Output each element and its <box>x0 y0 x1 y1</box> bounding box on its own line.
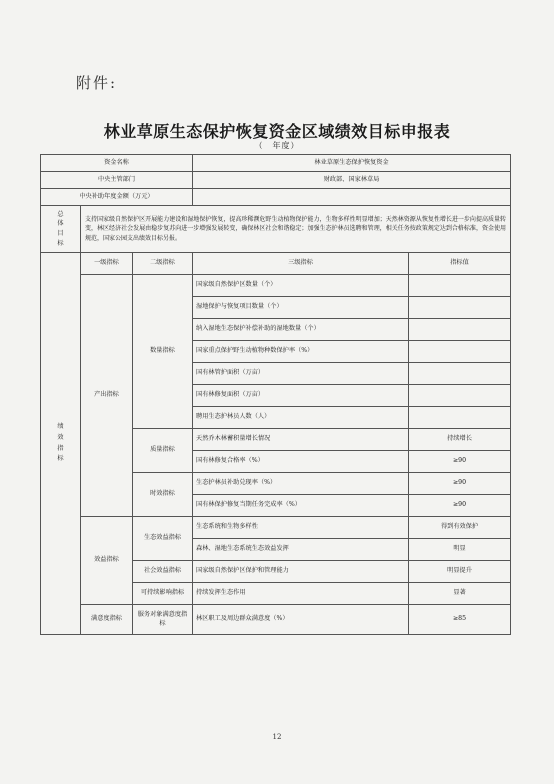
eco-label: 生态效益指标 <box>133 517 193 561</box>
table-row <box>41 605 511 635</box>
table-row <box>41 517 511 539</box>
indicator-value <box>409 297 511 319</box>
indicator-value: ≥85 <box>409 605 511 635</box>
indicator-value: 显著 <box>409 583 511 605</box>
col4-header: 指标值 <box>409 253 511 275</box>
indicator-value <box>409 363 511 385</box>
year-label: （ 年度） <box>254 141 300 150</box>
indicator-name: 纳入湿地生态保护补偿补助的湿地数量（个） <box>193 319 409 341</box>
sustain-label: 可持续影响指标 <box>133 583 193 605</box>
indicator-name: 国家级自然保护区数量（个） <box>193 275 409 297</box>
amount-value <box>193 189 511 206</box>
amount-label: 中央补助年度金额（万元） <box>41 189 193 206</box>
fund-name-value: 林业草原生态保护恢复资金 <box>193 155 511 172</box>
performance-target-table <box>40 154 511 635</box>
indicator-name: 生态护林员补助兑现率（%） <box>193 473 409 495</box>
amount-row <box>41 189 511 206</box>
indicator-name: 森林、湿地生态系统生态效益发挥 <box>193 539 409 561</box>
indicator-name: 天然乔木林蓄积量增长情况 <box>193 429 409 451</box>
indicator-name: 国有林修复合格率（%） <box>193 451 409 473</box>
indicator-name: 生态系统和生物多样性 <box>193 517 409 539</box>
indicator-name: 国家重点保护野生动植物种数保护率（%） <box>193 341 409 363</box>
col1-header: 一级指标 <box>81 253 133 275</box>
perf-label: 绩效指标 <box>41 253 81 635</box>
dept-label: 中央主管部门 <box>41 172 193 189</box>
header-row <box>41 253 511 275</box>
indicator-value <box>409 319 511 341</box>
indicator-name: 国有林管护面积（万亩） <box>193 363 409 385</box>
indicator-value: ≥90 <box>409 473 511 495</box>
dept-row <box>41 172 511 189</box>
overall-label: 总体目标 <box>41 206 81 253</box>
satisfaction-label: 满意度指标 <box>81 605 133 635</box>
output-label: 产出指标 <box>81 275 133 517</box>
indicator-value: 明显提升 <box>409 561 511 583</box>
fund-name-row <box>41 155 511 172</box>
indicator-value <box>409 275 511 297</box>
indicator-value <box>409 341 511 363</box>
indicator-value <box>409 407 511 429</box>
social-label: 社会效益指标 <box>133 561 193 583</box>
page-title: 林业草原生态保护恢复资金区域绩效目标申报表 <box>103 122 451 141</box>
indicator-name: 国有林修复面积（万亩） <box>193 385 409 407</box>
indicator-name: 林区职工及周边群众满意度（%） <box>193 605 409 635</box>
page-number: 12 <box>272 733 282 741</box>
indicator-value: ≥90 <box>409 451 511 473</box>
indicator-name: 聘用生态护林员人数（人） <box>193 407 409 429</box>
indicator-name: 国家级自然保护区保护和管理能力 <box>193 561 409 583</box>
fund-name-label: 资金名称 <box>41 155 193 172</box>
quality-label: 质量指标 <box>133 429 193 473</box>
indicator-value <box>409 385 511 407</box>
indicator-value: 得到有效保护 <box>409 517 511 539</box>
benefit-label: 效益指标 <box>81 517 133 605</box>
indicator-value: 持续增长 <box>409 429 511 451</box>
service-label: 服务对象满意度指标 <box>133 605 193 635</box>
dept-value: 财政部、国家林草局 <box>193 172 511 189</box>
indicator-name: 湿地保护与恢复项目数量（个） <box>193 297 409 319</box>
indicator-value: 明显 <box>409 539 511 561</box>
attachment-label: 附件: <box>76 74 118 92</box>
overall-text: 支持国家级自然保护区开展能力建设和湿地保护恢复，提高珍稀濒危野生动植物保护能力，生物多样性明显增加；天然林资源从恢复性增长进一步向提高质量转变，林区经济社会发展由稳步复苏向进一步增强发展转变，确保林区社会和谐稳定；加强生态护林员选聘和管理，相关任务按政策规定达到合格标准，资金使用规范，国家公园支出绩效目标另报。 <box>81 206 511 253</box>
overall-row <box>41 206 511 253</box>
table-row <box>41 275 511 297</box>
quantity-label: 数量指标 <box>133 275 193 429</box>
indicator-value: ≥90 <box>409 495 511 517</box>
indicator-name: 持续发挥生态作用 <box>193 583 409 605</box>
time-label: 时效指标 <box>133 473 193 517</box>
col3-header: 三级指标 <box>193 253 409 275</box>
col2-header: 二级指标 <box>133 253 193 275</box>
indicator-name: 国有林保护修复当期任务完成率（%） <box>193 495 409 517</box>
